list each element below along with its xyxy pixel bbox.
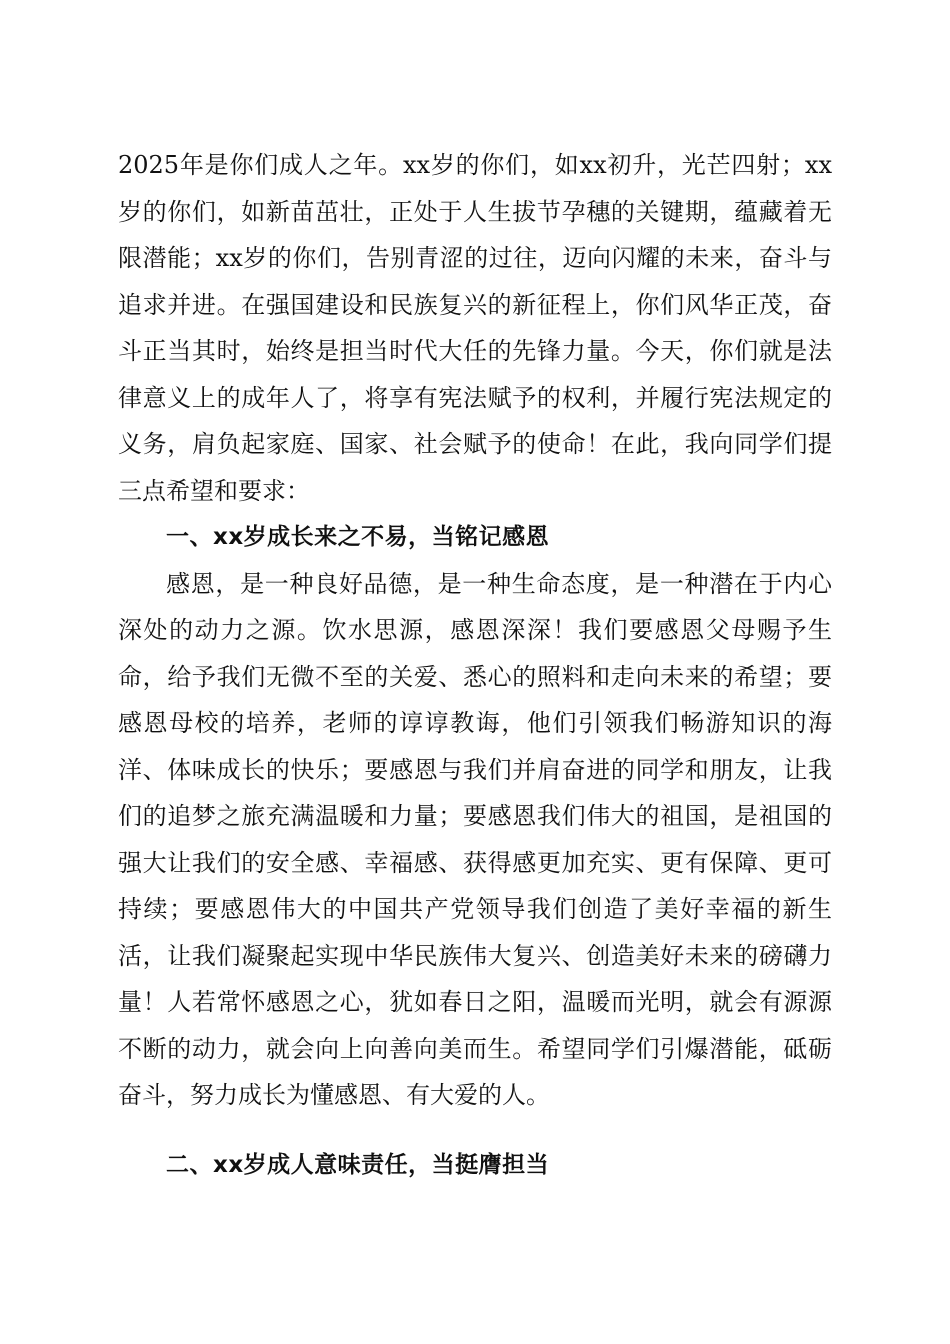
section-heading-2: 二、xx岁成人意味责任，当挺膺担当	[166, 1151, 550, 1178]
section-1-paragraph: 感恩，是一种良好品德，是一种生命态度，是一种潜在于内心深处的动力之源。饮水思源，感恩深深！我们要感恩父母赐予生命，给予我们无微不至的关爱、悉心的照料和走向未来的希望；要感恩母校的培养，老师的谆谆教诲，他们引领我们畅游知识的海洋、体味成长的快乐；要感恩与我们并肩奋进的同学和朋友，让我们的追梦之旅充满温暖和力量；要感恩我们伟大的祖国，是祖国的强大让我们的安全感、幸福感、获得感更加充实、更有保障、更可持续；要感恩伟大的中国共产党领导我们创造了美好幸福的新生活，让我们凝聚起实现中华民族伟大复兴、创造美好未来的磅礴力量！人若常怀感恩之心，犹如春日之阳，温暖而光明，就会有源源不断的动力，就会向上向善向美而生。希望同学们引爆潜能，砥砺奋斗，努力成长为懂感恩、有大爱的人。	[118, 569, 832, 1109]
intro-paragraph: 2025年是你们成人之年。xx岁的你们，如xx初升，光芒四射；xx岁的你们，如新苗茁壮，正处于人生拔节孕穗的关键期，蕴藏着无限潜能；xx岁的你们，告别青涩的过往，迈向闪耀的未来，奋斗与追求并进。在强国建设和民族复兴的新征程上，你们风华正茂，奋斗正当其时，始终是担当时代大任的先锋力量。今天，你们就是法律意义上的成年人了，将享有宪法赋予的权利，并履行宪法规定的义务，肩负起家庭、国家、社会赋予的使命！在此，我向同学们提三点希望和要求：	[118, 151, 832, 505]
section-heading-1: 一、xx岁成长来之不易，当铭记感恩	[166, 524, 550, 550]
document-body	[118, 142, 832, 1188]
